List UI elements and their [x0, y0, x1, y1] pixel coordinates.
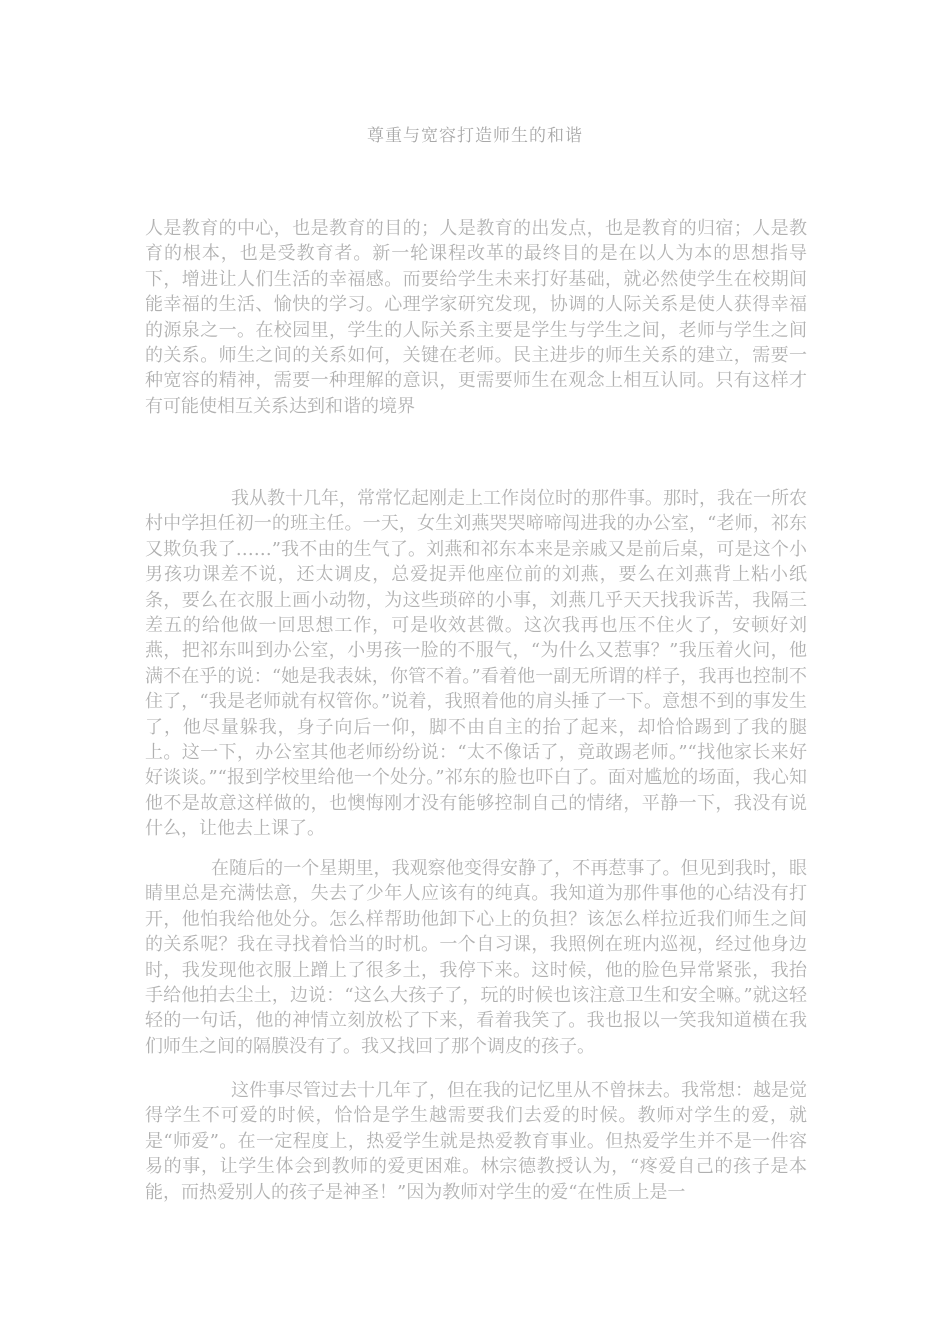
paragraph-intro: 人是教育的中心，也是教育的目的；人是教育的出发点，也是教育的归宿；人是教育的根本，也是受教育者。新一轮课程改革的最终目的是在以人为本的思想指导下，增进让人们生活的幸福感。而要给学生未来打好基础，就必然使学生在校期间能幸福的生活、愉快的学习。心理学家研究发现，协调的人际关系是使人获得幸福的源泉之一。在校园里，学生的人际关系主要是学生与学生之间，老师与学生之间的关系。师生之间的关系如何，关键在老师。民主进步的师生关系的建立，需要一种宽容的精神，需要一种理解的意识，更需要师生在观念上相互认同。只有这样才有可能使相互关系达到和谐的境界 [145, 218, 807, 417]
paragraph-story: 我从教十几年，常常忆起刚走上工作岗位时的那件事。那时，我在一所农村中学担任初一的班主任。一天，女生刘燕哭哭啼啼闯进我的办公室，“老师，祁东又欺负我了……”我不由的生气了。刘燕和祁东本来是亲戚又是前后桌，可是这个小男孩功课差不说，还太调皮，总爱捉弄他座位前的刘燕，要么在刘燕背上粘小纸条，要么在衣服上画小动物，为这些琐碎的小事，刘燕几乎天天找我诉苦，我隔三差五的给他做一回思想工作，可是收效甚微。这次我再也压不住火了，安顿好刘燕，把祁东叫到办公室，小男孩一脸的不服气，“为什么又惹事？”我压着火问，他满不在乎的说：“她是我表妹，你管不着。”看着他一副无所谓的样子，我再也控制不住了，“我是老师就有权管你。”说着，我照着他的肩头捶了一下。意想不到的事发生了，他尽量躲我，身子向后一仰，脚不由自主的抬了起来，却恰恰踢到了我的腿上。这一下，办公室其他老师纷纷说：“太不像话了，竟敢踢老师。”“找他家长来好好谈谈。”“报到学校里给他一个处分。”祁东的脸也吓白了。面对尴尬的场面，我心知他不是故意这样做的，也懊悔刚才没有能够控制自己的情绪，平静一下，我没有说什么，让他去上课了。 [145, 488, 807, 840]
paragraph-reflection: 这件事尽管过去十几年了，但在我的记忆里从不曾抹去。我常想：越是觉得学生不可爱的时候，恰恰是学生越需要我们去爱的时候。教师对学生的爱，就是“师爱”。在一定程度上，热爱学生就是热爱教育事业。但热爱学生并不是一件容易的事，让学生体会到教师的爱更困难。林宗德教授认为，“疼爱自己的孩子是本能，而热爱别人的孩子是神圣！”因为教师对学生的爱“在性质上是一 [145, 1080, 807, 1203]
document-title: 尊重与宽容打造师生的和谐 [367, 126, 583, 146]
paragraph-followup: 在随后的一个星期里，我观察他变得安静了，不再惹事了。但见到我时，眼睛里总是充满怯意，失去了少年人应该有的纯真。我知道为那件事他的心结没有打开，他怕我给他处分。怎么样帮助他卸下心上的负担？该怎么样拉近我们师生之间的关系呢？我在寻找着恰当的时机。一个自习课，我照例在班内巡视，经过他身边时，我发现他衣服上蹭上了很多土，我停下来。这时候，他的脸色异常紧张，我抬手给他拍去尘土，边说：“这么大孩子了，玩的时候也该注意卫生和安全嘛。”就这轻轻的一句话，他的神情立刻放松了下来，看着我笑了。我也报以一笑我知道横在我们师生之间的隔膜没有了。我又找回了那个调皮的孩子。 [145, 858, 807, 1057]
